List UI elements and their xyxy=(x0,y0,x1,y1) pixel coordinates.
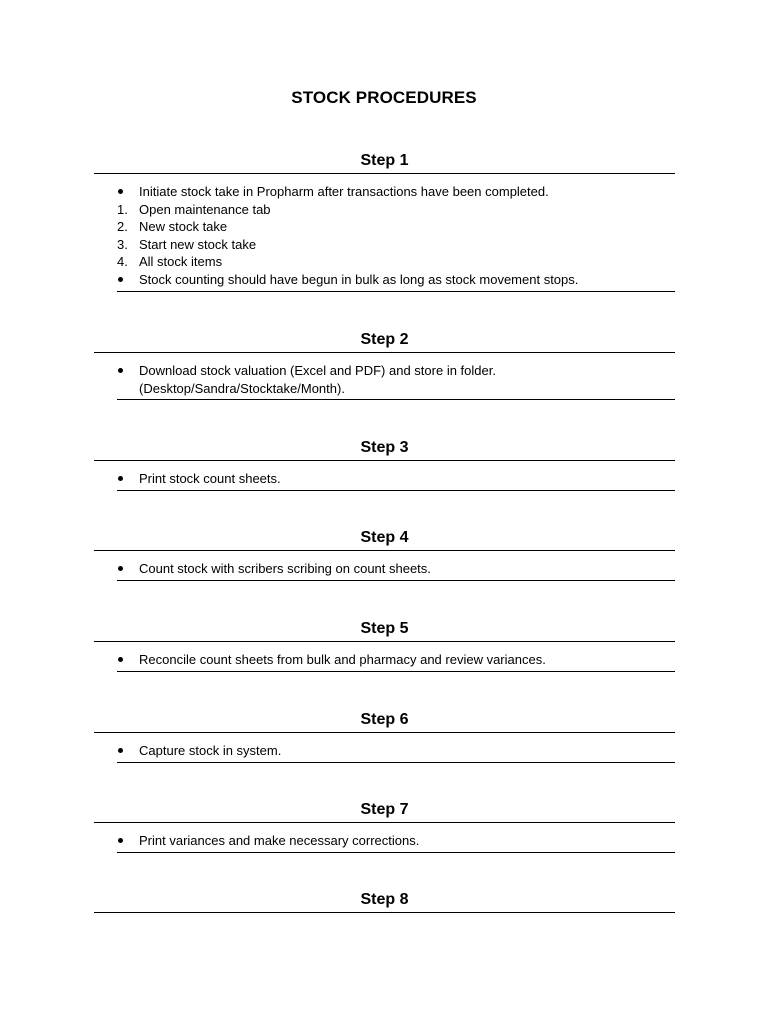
step-heading-8 xyxy=(94,890,675,913)
bullet-icon xyxy=(117,183,135,201)
step-heading-label: Step 5 xyxy=(360,620,409,637)
bullet-icon xyxy=(117,470,135,488)
document-title: STOCK PROCEDURES xyxy=(291,88,477,107)
step-items-7 xyxy=(117,832,675,853)
step-items-5 xyxy=(117,651,675,672)
step-items-4 xyxy=(117,560,675,581)
list-item xyxy=(117,362,675,380)
list-item-text: Reconcile count sheets from bulk and pharmacy and review variances. xyxy=(139,652,546,667)
step-heading-6 xyxy=(94,710,675,733)
list-item-text: New stock take xyxy=(139,219,228,235)
list-item-text: (Desktop/Sandra/Stocktake/Month). xyxy=(139,380,345,396)
bullet-icon xyxy=(117,742,135,760)
list-item-text: Print variances and make necessary corrections. xyxy=(139,833,420,848)
bullet-icon xyxy=(117,362,135,380)
list-item-text: Stock counting should have begun in bulk as long as stock movement stops. xyxy=(139,271,579,287)
list-item-text: Open maintenance tab xyxy=(139,201,271,217)
step-items-1 xyxy=(117,183,675,292)
bullet-icon xyxy=(117,560,135,578)
step-heading-label: Step 7 xyxy=(360,801,409,818)
step-heading-4 xyxy=(94,528,675,551)
bullet-icon xyxy=(117,271,135,289)
bullet-icon xyxy=(117,832,135,850)
step-heading-5 xyxy=(94,619,675,642)
step-heading-label: Step 8 xyxy=(360,891,409,908)
step-items-6 xyxy=(117,742,675,763)
list-item xyxy=(117,742,675,760)
list-item-text: Count stock with scribers scribing on count sheets. xyxy=(139,561,431,576)
bullet-icon xyxy=(117,651,135,669)
list-item xyxy=(117,183,675,201)
step-heading-label: Step 3 xyxy=(360,439,409,456)
step-heading-1 xyxy=(94,151,675,174)
list-item xyxy=(117,380,675,398)
list-item xyxy=(117,832,675,850)
list-item xyxy=(117,253,675,271)
step-heading-label: Step 1 xyxy=(360,152,409,169)
step-heading-7 xyxy=(94,800,675,823)
list-item-text: All stock items xyxy=(139,254,223,270)
list-item xyxy=(117,201,675,219)
list-item-text: Print stock count sheets. xyxy=(139,471,281,486)
list-item xyxy=(117,560,675,578)
step-items-2 xyxy=(117,362,675,400)
list-item-text: Capture stock in system. xyxy=(139,743,282,758)
list-number: 4. xyxy=(117,254,128,270)
list-item xyxy=(117,236,675,254)
list-item xyxy=(117,271,675,289)
list-number: 1. xyxy=(117,201,128,217)
step-heading-label: Step 4 xyxy=(360,529,409,546)
list-number: 3. xyxy=(117,236,128,252)
list-item-text: Start new stock take xyxy=(139,236,257,252)
list-item xyxy=(117,470,675,488)
list-number: 2. xyxy=(117,219,128,235)
list-item-text: Download stock valuation (Excel and PDF) and store in folder. xyxy=(139,363,496,378)
list-item xyxy=(117,651,675,669)
step-heading-label: Step 6 xyxy=(360,711,409,728)
step-items-3 xyxy=(117,470,675,491)
list-item-text: Initiate stock take in Propharm after transactions have been completed. xyxy=(139,184,549,199)
step-heading-label: Step 2 xyxy=(360,331,409,348)
step-heading-3 xyxy=(94,438,675,461)
step-heading-2 xyxy=(94,330,675,353)
list-item xyxy=(117,218,675,236)
